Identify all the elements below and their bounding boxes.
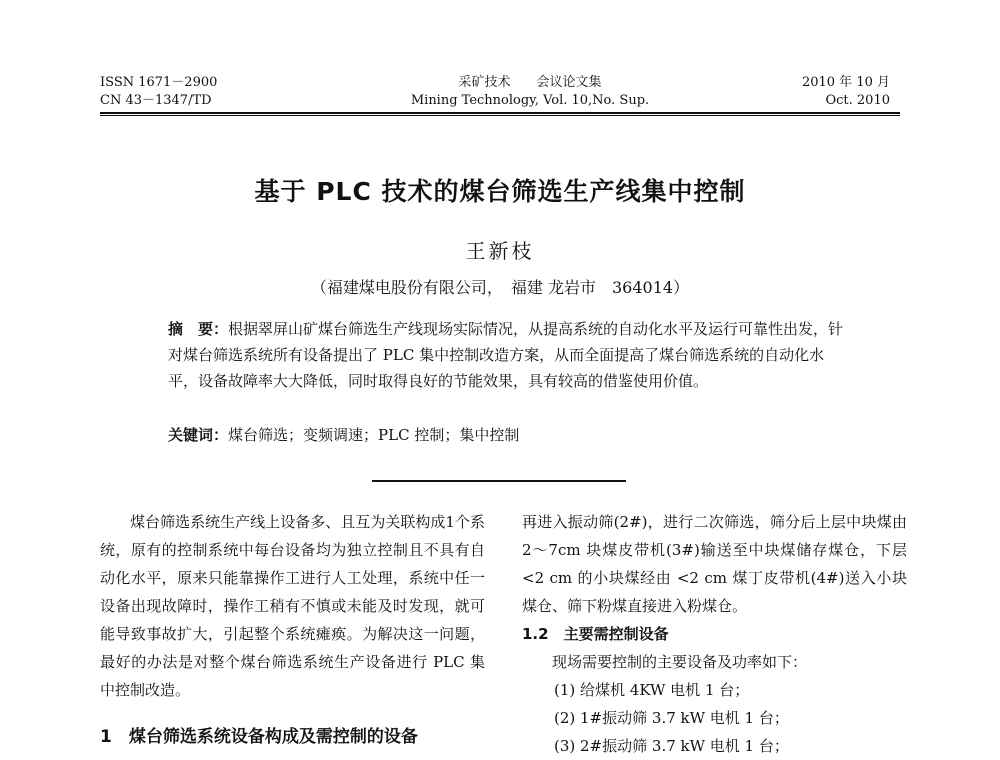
right-column bbox=[522, 508, 907, 760]
left-column bbox=[100, 508, 485, 704]
date-en: Oct. 2010 bbox=[825, 93, 890, 108]
list-item: (3) 2#振动筛 3.7 kW 电机 1 台； bbox=[554, 737, 789, 755]
list-item: (2) 1#振动筛 3.7 kW 电机 1 台； bbox=[554, 709, 789, 727]
separator-rule bbox=[372, 480, 626, 482]
cn-number: CN 43－1347/TD bbox=[100, 93, 212, 108]
abstract bbox=[168, 316, 848, 394]
header-rule bbox=[100, 112, 900, 114]
intro-paragraph: 煤台筛选系统生产线上设备多、且互为关联构成1个系统，原有的控制系统中每台设备均为独立控制且不具有自动化水平，原来只能靠操作工进行人工处理，系统中任一设备出现故障时，操作工稍有不慎或未能及时发现，就可能导致事故扩大，引起整个系统瘫痪。为解决这一问题，最好的办法是对整个煤台筛选系统生产设备进行 PLC 集中控制改造。 bbox=[100, 513, 485, 699]
list-item: (1) 给煤机 4KW 电机 1 台； bbox=[554, 681, 750, 699]
header-center bbox=[380, 74, 680, 110]
continued-paragraph: 再进入振动筛(2#)，进行二次筛选，筛分后上层中块煤由 2～7cm 块煤皮带机(3#)输送至中块煤储存煤仓，下层 <2 cm 的小块煤经由 <2 cm 煤丁皮带机(4#)送入小块煤仓、筛下粉煤直接进入粉煤仓。 bbox=[522, 513, 907, 615]
journal-name-cn: 采矿技术 会议论文集 bbox=[458, 75, 602, 90]
abstract-label: 摘 要： bbox=[168, 320, 229, 338]
keywords-label: 关键词： bbox=[168, 426, 229, 444]
abstract-text: 根据翠屏山矿煤台筛选生产线现场实际情况，从提高系统的自动化水平及运行可靠性出发，针对煤台筛选系统所有设备提出了 PLC 集中控制改造方案，从而全面提高了煤台筛选系统的自动化水平，设备故障率大大降低，同时取得良好的节能效果，具有较高的借鉴使用价值。 bbox=[168, 320, 844, 390]
section-1-heading: 1 煤台筛选系统设备构成及需控制的设备 bbox=[100, 727, 418, 747]
paper-title: 基于 PLC 技术的煤台筛选生产线集中控制 bbox=[254, 177, 746, 206]
issn: ISSN 1671－2900 bbox=[100, 75, 218, 90]
list-intro: 现场需要控制的主要设备及功率如下： bbox=[552, 653, 808, 671]
keywords-text: 煤台筛选；变频调速；PLC 控制；集中控制 bbox=[228, 426, 520, 444]
affiliation: （福建煤电股份有限公司， 福建 龙岩市 364014） bbox=[310, 278, 690, 297]
keywords bbox=[168, 422, 848, 448]
subsection-heading: 1.2 主要需控制设备 bbox=[522, 625, 669, 643]
journal-name-en: Mining Technology, Vol. 10,No. Sup. bbox=[410, 93, 650, 108]
date-cn: 2010 年 10 月 bbox=[801, 75, 890, 90]
author-name: 王新枝 bbox=[465, 239, 535, 263]
header-right bbox=[802, 74, 890, 110]
header-left bbox=[100, 74, 217, 110]
header-rule-thin bbox=[100, 115, 900, 116]
